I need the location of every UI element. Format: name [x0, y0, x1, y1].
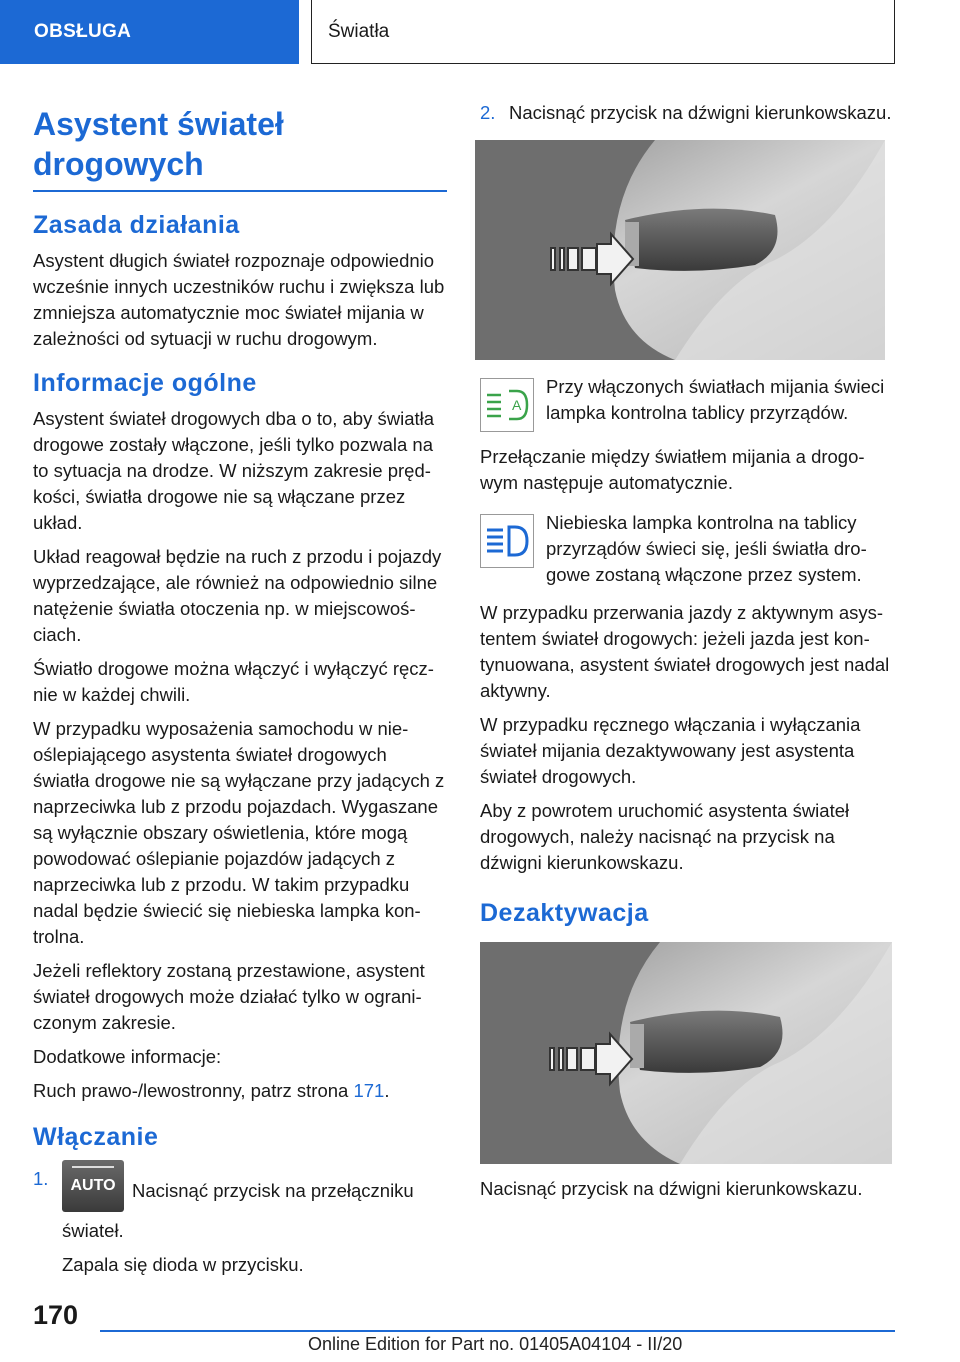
- heading-general-info: Informacje ogólne: [33, 369, 257, 397]
- step-number: 1.: [33, 1168, 49, 1189]
- paragraph: W przypadku przerwania jazdy z aktywnym asystentem świateł drogowych: jeżeli jazda jest kontynuowana, asystent świateł drogowych jest nadal aktywny.: [480, 602, 890, 701]
- page-link[interactable]: 171: [353, 1080, 385, 1101]
- step-sub-text: Zapala się dioda w przycisku.: [62, 1254, 304, 1275]
- lever-illustration-2: [480, 942, 892, 1164]
- icon-note-text: Niebieska lampka kontrolna na tablicy przyrządów świeci się, jeśli światła drogowe zostaną włączone przez system.: [546, 512, 867, 585]
- header-section-tab: [0, 0, 299, 64]
- title-rule: [33, 190, 447, 192]
- xref-end: .: [384, 1080, 390, 1101]
- high-beam-assistant-icon: [480, 378, 534, 432]
- xref-text: Ruch prawo-/lewostronny, patrz strona: [33, 1080, 354, 1101]
- icon-note-low-beam: [480, 374, 892, 432]
- page-number: 170: [33, 1300, 79, 1330]
- lever-illustration: [475, 140, 885, 360]
- step-text: Nacisnąć przycisk na dźwigni kierunkowskazu.: [509, 102, 892, 123]
- step-text: Nacisnąć przycisk na przełączniku świateł.: [62, 1179, 414, 1241]
- paragraph: Przełączanie między światłem mijania a drogowym następuje automatycznie.: [480, 446, 865, 493]
- header-chapter: [311, 0, 895, 64]
- heading-principle: Zasada działania: [33, 211, 240, 239]
- right-column: [480, 100, 892, 1210]
- high-beam-indicator-icon: [480, 514, 534, 568]
- paragraph-cross-reference: [33, 1078, 447, 1104]
- paragraph: Układ reagował będzie na ruch z przodu i pojazdy wyprzedzające, ale również na odpowiednio silne natężenie światła otoczenia np. w miejscowościach.: [33, 546, 442, 645]
- paragraph: Dodatkowe informacje:: [33, 1046, 222, 1067]
- title-line-1: Asystent świateł: [33, 106, 284, 142]
- left-column: [33, 100, 447, 1278]
- title-line-2: drogowych: [33, 146, 204, 182]
- paragraph: Światło drogowe można włączyć i wyłączyć ręcznie w każdej chwili.: [33, 658, 434, 705]
- paragraph: Nacisnąć przycisk na dźwigni kierunkowskazu.: [480, 1178, 863, 1199]
- turn-signal-lever-image-2: [480, 942, 892, 1164]
- paragraph: Aby z powrotem uruchomić asystenta świateł drogowych, należy nacisnąć na przycisk na dźwigni kierunkowskazu.: [480, 800, 850, 873]
- heading-switching-on: Włączanie: [33, 1123, 159, 1151]
- footer-edition: Online Edition for Part no. 01405A04104 - II/20: [308, 1334, 683, 1354]
- paragraph: Asystent świateł drogowych dba o to, aby światła drogowe zostały włączone, jeśli tylko pozwala na to sytuacja na drodze. W niższym zakresie prędkości, światła drogowe nie są włączane przez układ.: [33, 408, 435, 533]
- paragraph: W przypadku ręcznego włączania i wyłączania świateł mijania dezaktywowany jest asystenta świateł drogowych.: [480, 714, 861, 787]
- paragraph: W przypadku wyposażenia samochodu w nieoślepiającego asystenta świateł drogowych światła drogowe nie są wyłączane przy jadących z naprzeciwka lub z przodu pojazdach. Wygaszane są wyłącznie obszary oświetlenia, które mogą powodować oślepianie pojazdów jadących z naprzeciwka lub z przodu. W takim przypadku nadal będzie świecić się niebieska lampka kontrolna.: [33, 718, 445, 947]
- page-title: [33, 104, 447, 184]
- paragraph: Jeżeli reflektory zostaną przestawione, asystent świateł drogowych może działać tylko w ograniczonym zakresie.: [33, 960, 425, 1033]
- icon-note-high-beam: [480, 510, 892, 588]
- auto-button-icon: AUTO: [62, 1160, 124, 1212]
- icon-note-text: Przy włączonych światłach mijania świeci lampka kontrolna tablicy przyrządów.: [546, 376, 885, 423]
- turn-signal-lever-image: [475, 140, 885, 360]
- paragraph: Asystent długich świateł rozpoznaje odpowiednio wcześnie innych uczestników ruchu i zwiększa lub zmniejsza automatycznie moc świateł mijania w zależności od sytuacji w ruchu drogowym.: [33, 250, 445, 349]
- step-1: [33, 1166, 447, 1278]
- header-section-label: OBSŁUGA: [34, 21, 132, 42]
- footer-rule: [100, 1330, 895, 1332]
- heading-deactivation: Dezaktywacja: [480, 899, 649, 927]
- header-chapter-label: Światła: [328, 20, 390, 42]
- step-2: [480, 100, 892, 126]
- step-number: 2.: [480, 102, 496, 123]
- svg-text:A: A: [512, 397, 522, 413]
